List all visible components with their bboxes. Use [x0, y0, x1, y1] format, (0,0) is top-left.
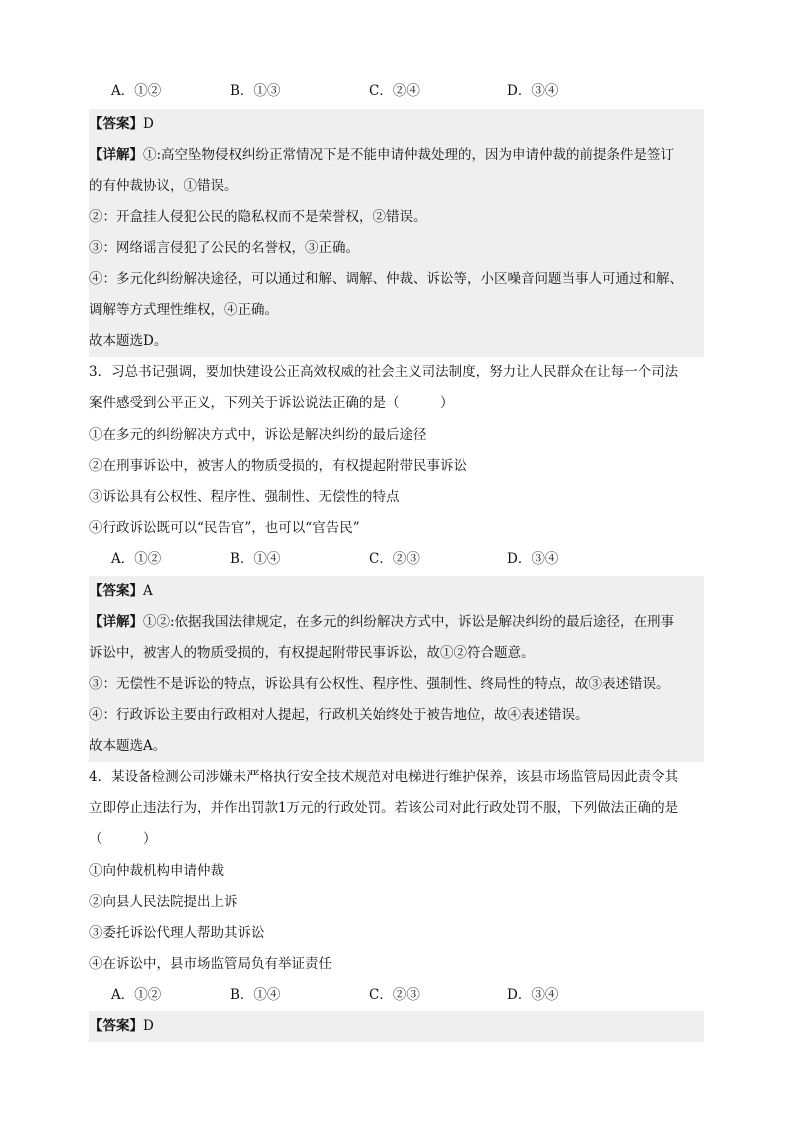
answer-label: 【答案】: [89, 116, 143, 132]
q2-option-b: B．①③: [230, 83, 281, 99]
q3-detail-line: ③：无偿性不是诉讼的特点，诉讼具有公权性、程序性、强制性、终局性的特点，故③表述错误。: [89, 669, 704, 700]
q2-detail-line: 【详解】①:高空坠物侵权纠纷正常情况下是不能申请仲裁处理的，因为申请仲裁的前提条件是签订: [89, 140, 704, 171]
q4-answer: [89, 1011, 704, 1042]
q3-detail-line: 故本题选A。: [89, 731, 704, 762]
q4-item: ①向仲裁机构申请仲裁: [89, 863, 224, 879]
answer-value: A: [143, 583, 153, 599]
q2-detail-line: 调解等方式理性维权，④正确。: [89, 295, 704, 326]
q4-option-c: C．②③: [369, 987, 420, 1003]
q4-item: ④在诉讼中，县市场监管局负有举证责任: [89, 956, 332, 972]
q2-option-d: D．③④: [507, 83, 559, 99]
q2-detail-line: ④：多元化纠纷解决途径，可以通过和解、调解、仲裁、诉讼等，小区噪音问题当事人可通过和解、: [89, 264, 704, 295]
answer-label: 【答案】: [89, 583, 143, 599]
q3-item: ④行政诉讼既可以“民告官”，也可以“官告民”: [89, 520, 360, 536]
q3-detail-line: ④：行政诉讼主要由行政相对人提起，行政机关始终处于被告地位，故④表述错误。: [89, 700, 704, 731]
q3-answer: [89, 576, 704, 607]
q3-option-d: D．③④: [507, 551, 559, 567]
q2-options: [89, 76, 704, 107]
q3-stem: 3．习总书记强调，要加快建设公正高效权威的社会主义司法制度，努力让人民群众在让每一个司法: [89, 364, 679, 380]
q2-option-a: A．①②: [111, 83, 162, 99]
q4-stem: 立即停止违法行为，并作出罚款1万元的行政处罚。若该公司对此行政处罚不服，下列做法正确的是: [89, 800, 679, 816]
q4-stem: （ ）: [89, 831, 157, 847]
q4-options: [89, 980, 704, 1011]
q3-option-c: C．②③: [369, 551, 420, 567]
q4-stem: 4．某设备检测公司涉嫌未严格执行安全技术规范对电梯进行维护保养，该县市场监管局因此责令其: [89, 769, 679, 785]
answer-label: 【答案】: [89, 1018, 143, 1034]
q4-option-b: B．①④: [230, 987, 281, 1003]
q4-item: ③委托诉讼代理人帮助其诉讼: [89, 925, 265, 941]
detail-label: 【详解】: [89, 147, 143, 163]
q4-item: ②向县人民法院提出上诉: [89, 894, 238, 910]
q3-item: ③诉讼具有公权性、程序性、强制性、无偿性的特点: [89, 489, 400, 505]
q2-detail-line: 的有仲裁协议，①错误。: [89, 171, 704, 202]
q3-detail-line: 诉讼中，被害人的物质受损的，有权提起附带民事诉讼，故①②符合题意。: [89, 638, 704, 669]
answer-value: D: [143, 116, 154, 132]
q3-stem: 案件感受到公平正义，下列关于诉讼说法正确的是（ ）: [89, 395, 454, 411]
answer-value: D: [143, 1018, 154, 1034]
q2-detail-line: 故本题选D。: [89, 326, 704, 357]
q2-option-c: C．②④: [369, 83, 420, 99]
q3-item: ①在多元的纠纷解决方式中，诉讼是解决纠纷的最后途径: [89, 427, 427, 443]
detail-label: 【详解】: [89, 614, 143, 630]
q3-item: ②在刑事诉讼中，被害人的物质受损的，有权提起附带民事诉讼: [89, 458, 467, 474]
q2-detail-line: ③：网络谣言侵犯了公民的名誉权，③正确。: [89, 233, 704, 264]
q2-answer: [89, 109, 704, 140]
q3-option-b: B．①④: [230, 551, 281, 567]
q3-detail-line: 【详解】①②:依据我国法律规定，在多元的纠纷解决方式中，诉讼是解决纠纷的最后途径，在刑事: [89, 607, 704, 638]
q3-options: [89, 544, 704, 575]
q3-option-a: A．①②: [111, 551, 162, 567]
q4-option-a: A．①②: [111, 987, 162, 1003]
q2-detail-line: ②：开盒挂人侵犯公民的隐私权而不是荣誉权，②错误。: [89, 202, 704, 233]
q4-option-d: D．③④: [507, 987, 559, 1003]
